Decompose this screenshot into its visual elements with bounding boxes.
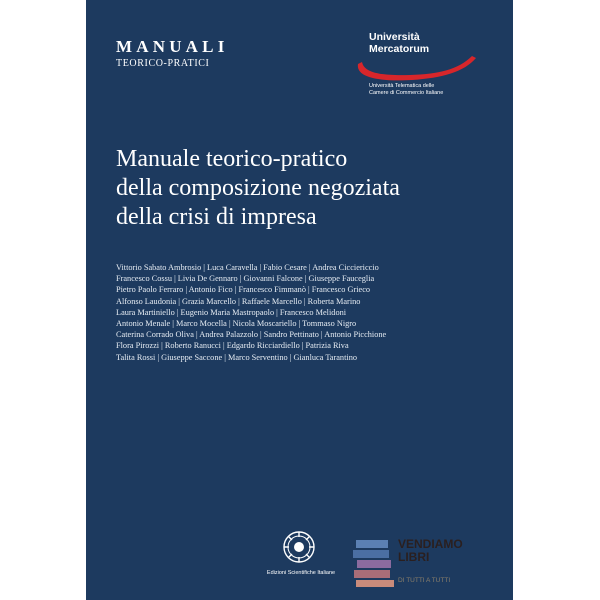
university-logo	[352, 28, 502, 118]
author-line: Caterina Corrado Oliva | Andrea Palazzolo | Sandro Pettinato | Antonio Picchione	[116, 330, 387, 340]
authors-list	[116, 262, 479, 363]
series-subtitle: TEORICO-PRATICI	[116, 58, 210, 69]
author-line: Francesco Cossu | Livia De Gennaro | Giovanni Falcone | Giuseppe Fauceglia	[116, 274, 375, 284]
university-name-line2: Mercatorum	[369, 43, 430, 55]
author-line: Laura Martiniello | Eugenio Maria Mastropaolo | Francesco Melidoni	[116, 307, 347, 317]
author-line: Flora Pirozzi | Roberto Ranucci | Edgardo Ricciardiello | Patrizia Riva	[116, 341, 349, 351]
author-line: Alfonso Laudonia | Grazia Marcello | Raffaele Marcello | Roberta Marino	[116, 296, 361, 306]
vendiamo-line1: VENDIAMO	[398, 537, 463, 551]
series-title: MANUALI	[116, 37, 229, 56]
vendiamo-title	[398, 538, 463, 564]
university-subtitle	[369, 83, 443, 97]
author-line: Antonio Menale | Marco Mocella | Nicola Moscariello | Tommaso Nigro	[116, 319, 357, 329]
publisher-name: Edizioni Scientifiche Italiane	[266, 570, 336, 576]
book-title-line3: della crisi di impresa	[116, 204, 317, 230]
book-stack-icon	[352, 538, 396, 588]
author-line: Vittorio Sabato Ambrosio | Luca Caravella | Fabio Cesare | Andrea Cicciericcio	[116, 263, 379, 272]
book-title	[116, 145, 496, 232]
publisher-emblem	[273, 530, 325, 564]
series-block	[116, 38, 229, 71]
book-title-line1: Manuale teorico-pratico	[116, 146, 348, 172]
vendiamo-tagline: DI TUTTI A TUTTI	[398, 577, 451, 584]
vendiamo-libri-logo	[352, 538, 502, 590]
university-subtitle-line1: Università Telematica delle	[369, 83, 435, 89]
author-line: Pietro Paolo Ferraro | Antonio Fico | Francesco Fimmanò | Francesco Grieco	[116, 285, 371, 295]
book-cover	[86, 0, 513, 600]
publisher-emblem-icon	[282, 530, 316, 564]
author-line: Talita Rossi | Giuseppe Saccone | Marco Serventino | Gianluca Tarantino	[116, 352, 357, 362]
university-subtitle-line2: Camere di Commercio Italiane	[369, 90, 444, 96]
university-name-line1: Università	[369, 31, 420, 43]
vendiamo-line2: LIBRI	[398, 550, 430, 564]
book-title-line2: della composizione negoziata	[116, 175, 400, 201]
